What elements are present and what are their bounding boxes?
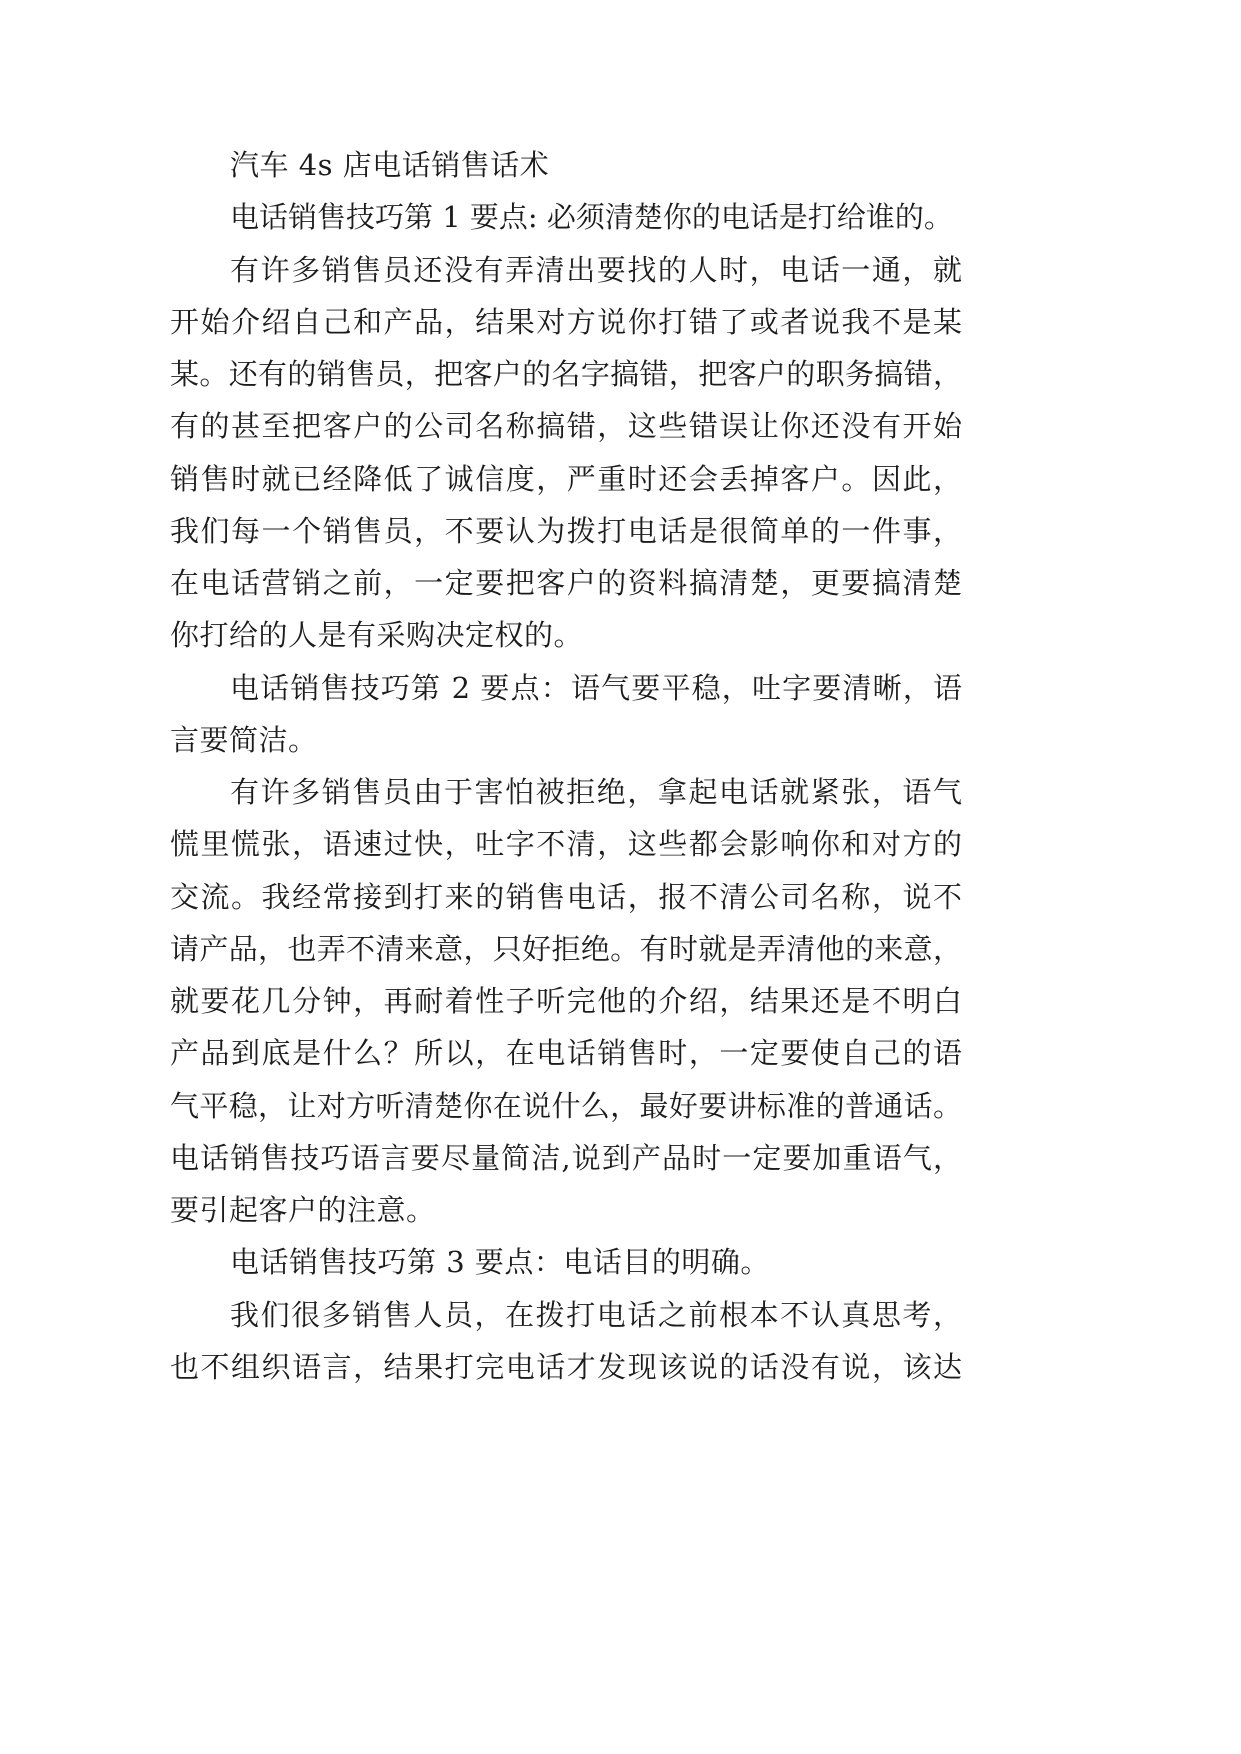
text-line: 有的甚至把客户的公司名称搞错，这些错误让你还没有开始 — [170, 409, 962, 444]
text-line: 慌里慌张，语速过快，吐字不清，这些都会影响你和对方的 — [170, 827, 962, 862]
text-line: 我们很多销售人员，在拨打电话之前根本不认真思考， — [230, 1297, 962, 1332]
text-line: 就要花几分钟，再耐着性子听完他的介绍，结果还是不明白 — [170, 984, 962, 1018]
text-line: 某。还有的销售员，把客户的名字搞错，把客户的职务搞错， — [170, 357, 962, 391]
text-line: 请产品，也弄不清来意，只好拒绝。有时就是弄清他的来意， — [170, 931, 962, 966]
text-line: 要引起客户的注意。 — [170, 1193, 436, 1227]
text-line: 电话销售技巧第 1 要点: 必须清楚你的电话是打给谁的。 — [230, 200, 953, 235]
text-line: 也不组织语言，结果打完电话才发现该说的话没有说，该达 — [170, 1349, 962, 1384]
document-title: 汽车 4s 店电话销售话术 — [230, 148, 550, 182]
text-line: 有许多销售员由于害怕被拒绝，拿起电话就紧张，语气 — [230, 775, 962, 809]
text-line: 有许多销售员还没有弄清出要找的人时，电话一通，就 — [230, 252, 962, 287]
text-line: 产品到底是什么？所以，在电话销售时，一定要使自己的语 — [170, 1036, 962, 1071]
body-paragraph — [170, 766, 962, 1236]
text-line: 销售时就已经降低了诚信度，严重时还会丢掉客户。因此， — [170, 461, 962, 496]
text-line: 言要简洁。 — [170, 722, 318, 757]
document-body — [170, 139, 962, 1393]
section-heading — [170, 662, 962, 767]
text-line: 电话销售技巧第 3 要点：电话目的明确。 — [230, 1245, 770, 1280]
section-heading — [170, 1236, 962, 1288]
text-line: 交流。我经常接到打来的销售电话，报不清公司名称，说不 — [170, 879, 962, 914]
text-line: 我们每一个销售员，不要认为拨打电话是很简单的一件事， — [170, 513, 962, 548]
text-line: 在电话营销之前，一定要把客户的资料搞清楚，更要搞清楚 — [170, 566, 962, 600]
text-line: 电话销售技巧第 2 要点：语气要平稳，吐字要清晰，语 — [230, 670, 962, 705]
text-line: 你打给的人是有采购决定权的。 — [170, 618, 584, 653]
text-line: 开始介绍自己和产品，结果对方说你打错了或者说我不是某 — [170, 304, 962, 339]
section-heading — [170, 191, 962, 243]
text-line: 气平稳，让对方听清楚你在说什么，最好要讲标准的普通话。 — [170, 1088, 962, 1123]
body-paragraph — [170, 244, 962, 662]
text-line: 电话销售技巧语言要尽量简洁,说到产品时一定要加重语气， — [170, 1140, 962, 1175]
body-paragraph — [170, 1289, 962, 1394]
